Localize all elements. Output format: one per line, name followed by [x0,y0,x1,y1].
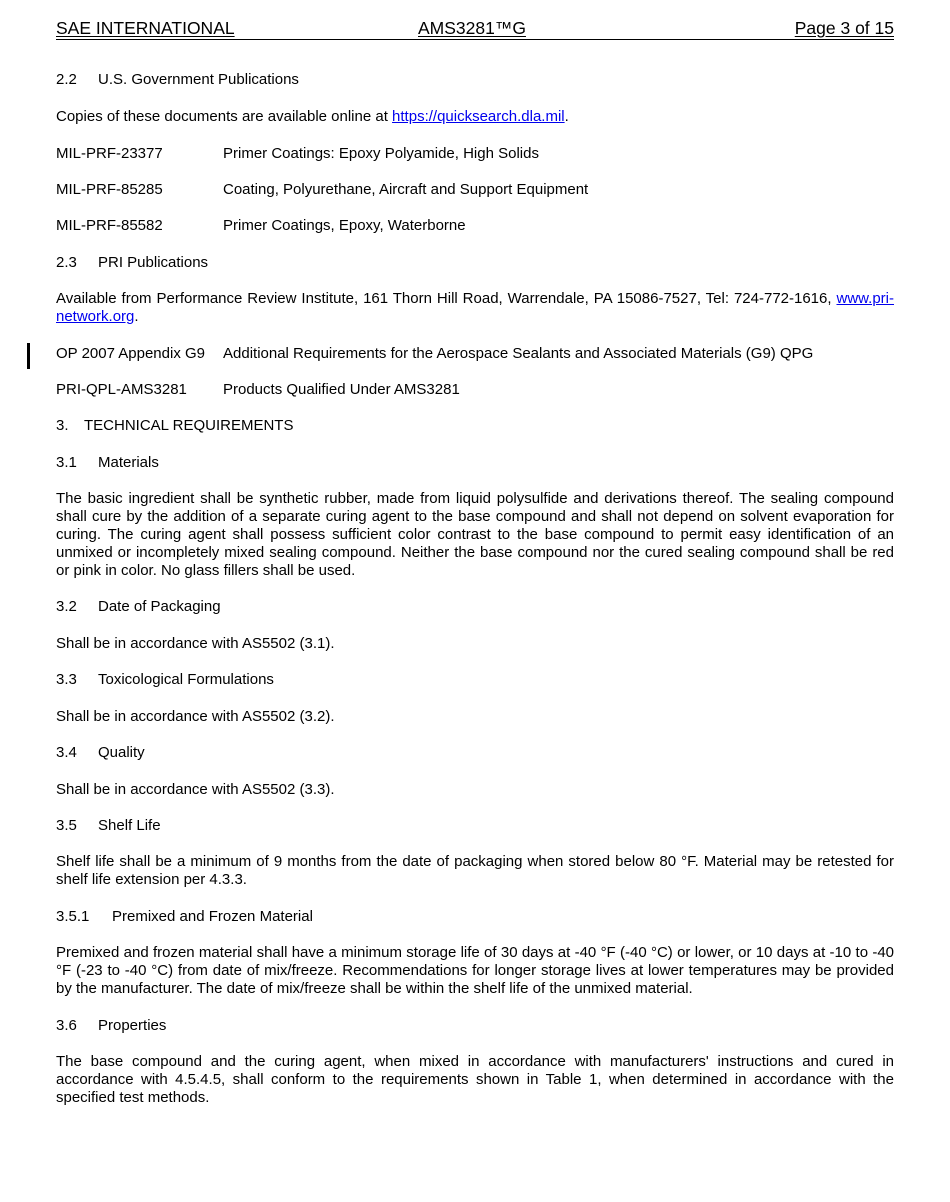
reference-row [56,181,894,199]
section-heading-3-6 [56,1017,894,1035]
paragraph-3-3: Shall be in accordance with AS5502 (3.2). [56,708,335,725]
paragraph-3-4: Shall be in accordance with AS5502 (3.3). [56,781,335,798]
paragraph-3-5: Shelf life shall be a minimum of 9 months from the date of packaging when stored below 80 °F. Material may be retested for shelf life extension per 4.3.3. [56,853,894,888]
paragraph-2-2 [56,108,894,126]
reference-row [56,381,894,399]
reference-row [56,345,894,363]
paragraph-tail: . [564,108,569,125]
reference-id: MIL-PRF-23377 [56,145,163,162]
paragraph-3-1: The basic ingredient shall be synthetic rubber, made from liquid polysulfide and derivations thereof. The sealing compound shall cure by the addition of a separate curing agent to the base compound and shall not depend on solvent evaporation for curing. The curing agent shall possess sufficient color contrast to the base compound to permit easy identification of an unmixed or incompletely mixed sealing compound. Neither the base compound nor the cured sealing compound shall be red or pink in color. No glass fillers shall be used. [56,490,894,579]
section-title: Quality [98,744,145,761]
section-title: PRI Publications [98,254,209,271]
header-publisher: SAE INTERNATIONAL [56,18,235,38]
reference-id: PRI-QPL-AMS3281 [56,381,187,398]
reference-title: Primer Coatings, Epoxy, Waterborne [223,217,466,234]
section-number: 3.3 [56,671,77,688]
section-number: 3.1 [56,454,77,471]
reference-title: Primer Coatings: Epoxy Polyamide, High Solids [223,145,539,162]
section-number: 3.5 [56,817,77,834]
header-document-id: AMS3281™G [418,18,526,38]
section-title: Premixed and Frozen Material [112,908,313,925]
paragraph-3-6: The base compound and the curing agent, when mixed in accordance with manufacturers' instructions and cured in accordance with 4.5.4.5, shall conform to the requirements shown in Table 1, when determined in accordance with the specified test methods. [56,1053,894,1106]
reference-title: Products Qualified Under AMS3281 [223,381,460,398]
paragraph-2-3 [56,290,894,326]
paragraph-text: Copies of these documents are available online at [56,108,393,125]
section-number: 3. [56,417,69,434]
paragraph-tail: . [134,308,139,325]
reference-row [56,145,894,163]
section-heading-3-2 [56,598,894,616]
reference-title: Coating, Polyurethane, Aircraft and Support Equipment [223,181,589,198]
section-heading-3-3 [56,671,894,689]
section-title: Shelf Life [98,817,161,834]
section-title: Toxicological Formulations [98,671,274,688]
section-title: Materials [98,454,159,471]
section-heading-3-1 [56,454,894,472]
section-title: Date of Packaging [98,598,221,615]
section-heading-3 [56,417,894,435]
paragraph-3-5-1: Premixed and frozen material shall have a minimum storage life of 30 days at -40 °F (-40 °C) or lower, or 10 days at -10 to -40 °F (-23 to -40 °C) from date of mix/freeze. Recommendations for longer storage lives at lower temperatures may be provided by the manufacturer. The date of mix/freeze shall be within the shelf life of the unmixed material. [56,944,894,997]
section-heading-3-5-1 [56,908,894,926]
paragraph-text: Available from Performance Review Institute, 161 Thorn Hill Road, Warrendale, PA 15086-7527, Tel: 724-772-1616, [56,290,837,307]
section-number: 3.6 [56,1017,77,1034]
reference-id: OP 2007 Appendix G9 [56,345,206,362]
section-heading-3-5 [56,817,894,835]
section-heading-3-4 [56,744,894,762]
section-number: 3.2 [56,598,77,615]
section-heading-2-3 [56,254,894,272]
section-number: 3.5.1 [56,908,90,925]
reference-title: Additional Requirements for the Aerospace Sealants and Associated Materials (G9) QPG [223,345,814,362]
section-number: 2.2 [56,71,77,88]
pri-network-link[interactable]: www.pri-network.org [56,290,894,325]
page-header [56,17,894,40]
revision-change-bar [27,343,30,369]
section-title: TECHNICAL REQUIREMENTS [84,417,294,434]
header-page-number: Page 3 of 15 [794,18,894,38]
reference-id: MIL-PRF-85582 [56,217,163,234]
paragraph-3-2: Shall be in accordance with AS5502 (3.1). [56,635,335,652]
section-title: Properties [98,1017,167,1034]
section-heading-2-2 [56,71,894,89]
dla-quicksearch-link[interactable]: https://quicksearch.dla.mil [392,108,565,125]
section-title: U.S. Government Publications [98,71,299,88]
section-number: 2.3 [56,254,77,271]
reference-id: MIL-PRF-85285 [56,181,163,198]
section-number: 3.4 [56,744,77,761]
reference-row [56,217,894,235]
